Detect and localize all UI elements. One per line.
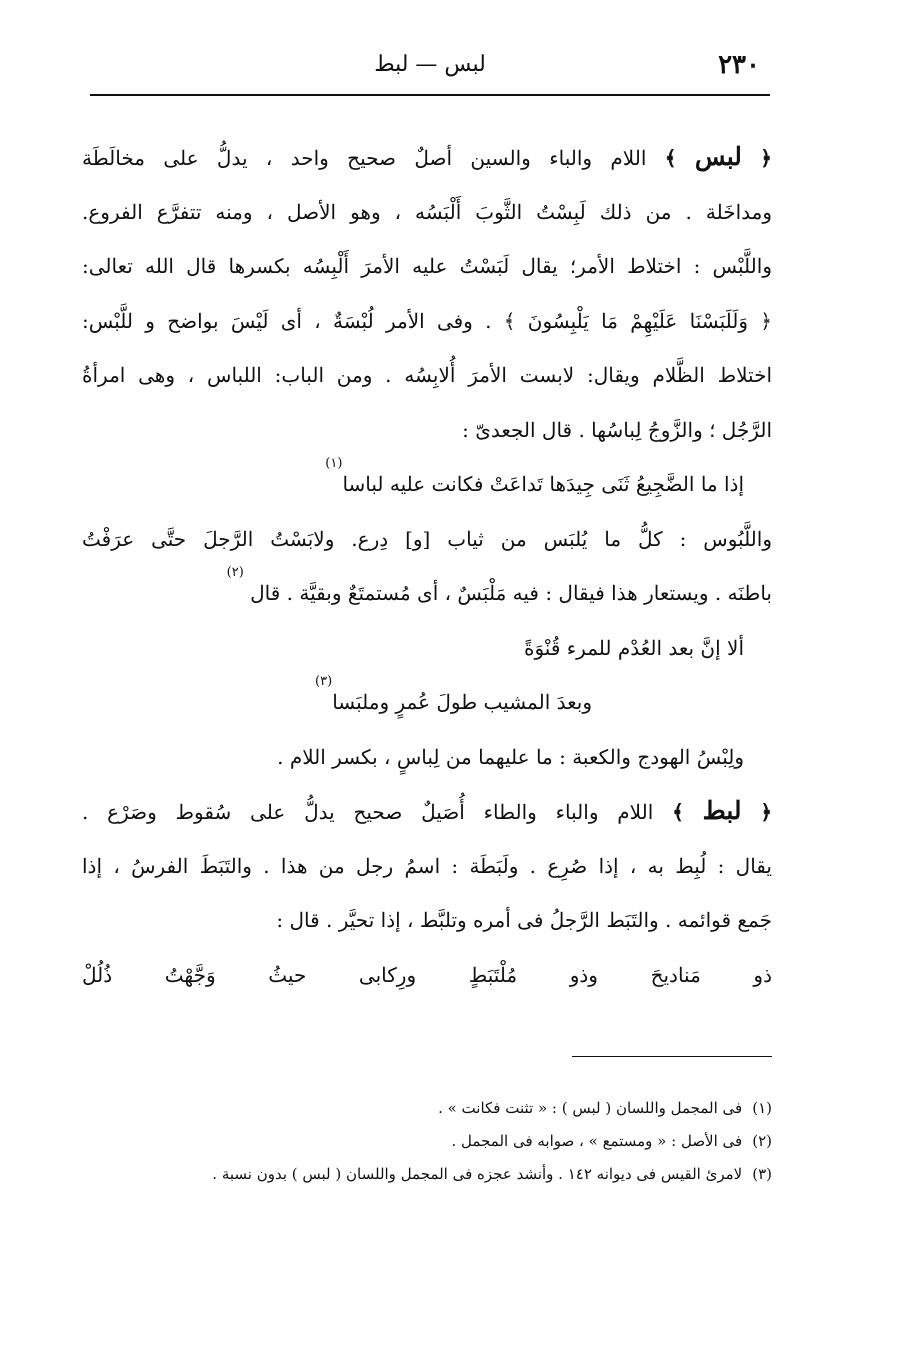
entry-text-line: ولِبْسُ الهودج والكعبة : ما عليهما من لِباسٍ ، بكسر اللام . xyxy=(277,744,744,769)
entry-text-line xyxy=(82,566,772,621)
running-title: لبس — لبط xyxy=(374,52,486,77)
entry-text-line: واللَّبْس : اختلاط الأمر؛ يقال لَبَسْتُ عليه الأمرَ أَلْبِسُه بكسرها قال الله تعالى: xyxy=(82,254,772,278)
footnote-number: (٣) xyxy=(752,1165,772,1183)
entry-text-line: ومداخَلة . من ذلك لَبِسْتُ الثَّوبَ أَلْبَسُه ، وهو الأصل ، ومنه تتفرَّع الفروع. xyxy=(82,199,772,224)
entry-labata-headline xyxy=(82,784,772,839)
poetry-verse: ألا إنَّ بعد العُدْم للمرء قُنْوَةً xyxy=(523,635,744,660)
entry-text-line: ﴿ وَلَلَبَسْنَا عَلَيْهِمْ مَا يَلْبِسُونَ ﴾ . وفى الأمر لُبْسَةٌ ، أى لَيْسَ بواضح و للَّبْس: xyxy=(82,308,772,333)
footnote-ref: (٣) xyxy=(315,675,333,689)
entry-word-labisa: لبس xyxy=(694,142,742,171)
footnote-text: لامرئ القيس فى ديوانه ١٤٢ . وأنشد عجزه فى المجمل واللسان ( لبس ) بدون نسبة . xyxy=(212,1165,743,1183)
entry-open-bracket: ﴿ xyxy=(760,800,772,824)
entry-close-bracket: ﴾ xyxy=(672,800,684,824)
entry-labisa-headline xyxy=(82,130,772,185)
poetry-verse xyxy=(82,675,772,730)
entry-text-line: اختلاط الظَّلام ويقال: لابست الأمرَ أُلابِسُه . ومن الباب: اللباس ، وهى امرأةُ xyxy=(82,363,772,387)
entry-text: باطنَه . ويستعار هذا فيقال : فيه مَلْبَسٌ ، أى مُستمتَعٌ وبقيَّة . قال xyxy=(250,581,772,605)
footnote xyxy=(82,1158,772,1191)
poetry-verse xyxy=(82,457,772,512)
header-rule xyxy=(90,94,770,96)
footnote xyxy=(82,1092,772,1125)
footnotes xyxy=(82,1092,772,1191)
footnote-number: (١) xyxy=(752,1099,772,1117)
entry-text-line: جَمع قوائمه . والتَبَط الرَّجلُ فى أمره وتلبَّط ، إذا تحيَّر . قال : xyxy=(276,908,772,932)
entry-open-bracket: ﴿ xyxy=(760,146,772,170)
entry-text-line: واللَّبُوس : كلُّ ما يُلبَس من ثياب [و] دِرع. ولابَسْتُ الرَّجلَ حتَّى عرَفْتُ xyxy=(82,526,772,551)
verse-text: وبعدَ المشيب طولَ عُمرٍ وملبَسا xyxy=(332,690,592,714)
entry-text: اللام والباء والسين أصلٌ صحيح واحد ، يدلُّ على مخالَطَة xyxy=(82,146,647,170)
footnote-rule xyxy=(572,1056,772,1057)
verse-text: إذا ما الضَّجِيعُ ثَنَى جِيدَها تَداعَتْ فكانت عليه لباسا xyxy=(342,472,744,496)
page-number: ٢٣٠ xyxy=(718,50,760,80)
page-header xyxy=(90,42,770,90)
footnote-text: فى المجمل واللسان ( لبس ) : « تثنت فكانت » . xyxy=(438,1099,743,1117)
footnote xyxy=(82,1125,772,1158)
poetry-verse: ذو مَناديحَ وذو مُلْتَبَطٍ ورِكابى حيثُ وَجَّهْتُ ذُلُلْ xyxy=(82,962,772,987)
entry-text: اللام والباء والطاء أُصَيلٌ صحيح يدلُّ على سُقوط وصَرْع . xyxy=(82,800,654,824)
entry-text-line: يقال : لُبِط به ، إذا صُرِع . ولَبَطَة : اسمُ رجل من هذا . والتَبَطَ الفرسُ ، إذا xyxy=(82,853,772,878)
entry-close-bracket: ﴾ xyxy=(664,146,677,170)
entry-text-line: الرَّجُل ؛ والزَّوجُ لِباسُها . قال الجعدىّ : xyxy=(462,417,772,442)
footnote-ref: (٢) xyxy=(226,566,244,580)
entry-word-labata: لبط xyxy=(702,796,742,825)
footnote-ref: (١) xyxy=(325,457,343,471)
footnote-number: (٢) xyxy=(752,1132,772,1150)
entries-body xyxy=(82,130,772,1002)
footnote-text: فى الأصل : « ومستمع » ، صوابه فى المجمل . xyxy=(451,1132,743,1150)
